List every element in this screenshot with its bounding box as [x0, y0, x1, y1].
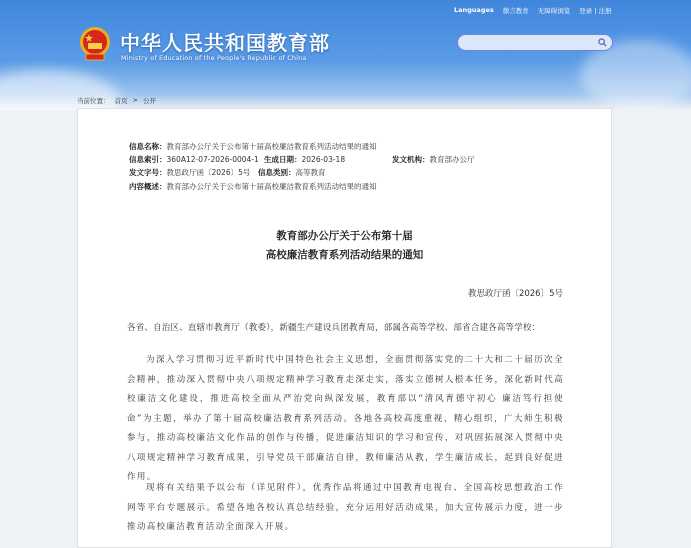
- meta-name: 信息名称：教育部办公厅关于公布第十届高校廉洁教育系列活动结果的通知: [129, 142, 377, 151]
- title-line: 高校廉洁教育系列活动结果的通知: [265, 249, 424, 261]
- register-link[interactable]: 注册: [598, 7, 612, 15]
- article-title: [78, 227, 611, 265]
- weiyan-link[interactable]: 微言教育: [502, 7, 529, 15]
- site-header: [0, 0, 691, 110]
- salutation: 各省、自治区、直辖市教育厅（教委），新疆生产建设兵团教育局，部属各高等学校、部省合建各高等学校：: [127, 323, 541, 333]
- top-links: Languages 微言教育 无障碍浏览 登录 | 注册: [454, 6, 612, 15]
- national-emblem-icon: [79, 26, 111, 62]
- breadcrumb-label: 当前位置：: [77, 97, 110, 105]
- meta-index: 信息索引：360A12-07-2026-0004-1: [129, 155, 259, 164]
- meta-org: 发文机构：教育部办公厅: [392, 155, 475, 164]
- search-input[interactable]: [457, 34, 613, 51]
- breadcrumb-public[interactable]: 公开: [142, 97, 156, 105]
- accessibility-link[interactable]: 无障碍浏览: [537, 7, 571, 15]
- languages-link[interactable]: Languages: [454, 6, 494, 14]
- site-subtitle: Ministry of Education of the People's Republic of China: [121, 54, 307, 62]
- breadcrumb-separator: >: [132, 96, 138, 104]
- article-container: [77, 108, 612, 548]
- meta-type: 信息类别：高等教育: [258, 168, 326, 177]
- paragraph: 现将有关结果予以公布（详见附件），优秀作品将通过中国教育电视台、全国高校思想政治工作网等平台专题展示。希望各地各校认真总结经验，充分运用好活动成果，加大宣传展示力度，进一步推动高校廉洁教育活动全面深入开展。: [127, 483, 564, 532]
- site-title[interactable]: 中华人民共和国教育部: [120, 31, 330, 55]
- document-number: 教思政厅函〔2026〕5号: [467, 289, 563, 299]
- paragraph: 为深入学习贯彻习近平新时代中国特色社会主义思想，全面贯彻落实党的二十大和二十届历次全会精神，推动深入贯彻中央八项规定精神学习教育走深走实，落实立德树人根本任务，深化新时代高校廉洁文化建设，推进高校全面从严治党向纵深发展，教育部以“清风育德守初心 廉洁笃行担使命”为主题，举办了第十届高校廉洁教育系列活动。各地各高校高度重视，精心组织，广大师生积极参与，推动高校廉洁文化作品的创作与传播，促进廉洁知识的学习和宣传，对巩固拓展深入贯彻中央八项规定精神学习教育成果，引导党员干部廉洁自律，教师廉洁从教，学生廉洁成长，起到良好促进作用。: [127, 355, 564, 482]
- meta-date: 生成日期：2026-03-18: [264, 155, 346, 164]
- login-link[interactable]: 登录: [579, 7, 593, 15]
- breadcrumb-home[interactable]: 首页: [114, 97, 128, 105]
- meta-summary: 内容概述：教育部办公厅关于公布第十届高校廉洁教育系列活动结果的通知: [129, 182, 377, 191]
- breadcrumb: [77, 96, 156, 105]
- meta-docno: 发文字号：教思政厅函〔2026〕5号: [129, 168, 251, 177]
- search-icon[interactable]: [598, 38, 607, 47]
- title-line: 教育部办公厅关于公布第十届: [276, 230, 413, 242]
